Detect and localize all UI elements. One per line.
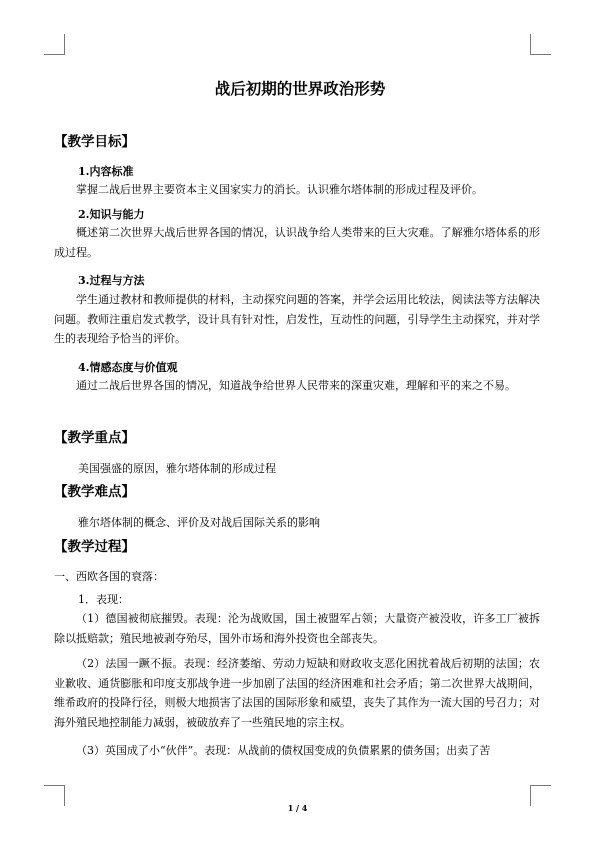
section-heading-goals: 【教学目标】	[54, 134, 135, 150]
paragraph-values: 通过二战后世界各国的情况，知道战争给世界人民带来的深重灾难，理解和平的来之不易。	[76, 379, 516, 392]
page-number: 1 / 4	[287, 803, 308, 813]
paragraph-process-method: 学生通过教材和教师提供的材料，主动探究问题的答案，并学会运用比较法，阅读法等方法解决问题。教师注重启发式教学，设计具有针对性，启发性，互动性的问题，引导学生主动探究，并对学生的表现给予恰当的评价。	[54, 293, 540, 345]
key-points-text: 美国强盛的原因，雅尔塔体制的形成过程	[78, 462, 276, 475]
section-heading-teaching-process: 【教学过程】	[54, 539, 135, 555]
crop-mark-top-left	[44, 34, 65, 55]
subheading-knowledge-ability: 2.知识与能力	[78, 208, 145, 221]
paragraph-germany: （1）德国被彻底摧毁。表现：沦为战败国，国土被盟军占领；大量资产被没收，许多工厂被拆除以抵赔款；殖民地被剥夺殆尽，国外市场和海外投资也全部丧失。	[54, 612, 540, 645]
paragraph-content-standard: 掌握二战后世界主要资本主义国家实力的消长。认识雅尔塔体制的形成过程及评价。	[76, 183, 483, 196]
subheading-values: 4.情感态度与价值观	[78, 361, 178, 374]
subheading-content-standard: 1.内容标准	[78, 165, 134, 178]
paragraph-france: （2）法国一蹶不振。表现：经济萎缩、劳动力短缺和财政收支恶化困扰着战后初期的法国；农业歉收、通货膨胀和印度支那战争进一步加剧了法国的经济困难和社会矛盾；第二次世界大战期间，维希政府的投降行径，则极大地损害了法国的国际形象和威望，丧失了其作为一流大国的号召力；对海外殖民地控制能力减弱，被破放弃了一些殖民地的宗主权。	[54, 657, 540, 729]
process-line-western-europe: 一、西欧各国的衰落：	[54, 570, 164, 583]
process-line-manifestation: 1．表现：	[78, 593, 129, 606]
paragraph-knowledge-ability: 概述第二次世界大战后世界各国的情况，认识战争给人类带来的巨大灾难。了解雅尔塔体系的形成过程。	[54, 226, 540, 259]
subheading-process-method: 3.过程与方法	[78, 274, 145, 287]
paragraph-britain: （3）英国成了小“伙伴”。表现：从战前的债权国变成的负债累累的债务国；出卖了苦	[76, 744, 491, 757]
section-heading-difficult-points: 【教学难点】	[54, 484, 135, 500]
crop-mark-top-right	[530, 34, 551, 55]
difficult-points-text: 雅尔塔体制的概念、评价及对战后国际关系的影响	[78, 516, 320, 529]
page-title: 战后初期的世界政治形势	[214, 79, 386, 98]
section-heading-key-points: 【教学重点】	[54, 430, 135, 446]
